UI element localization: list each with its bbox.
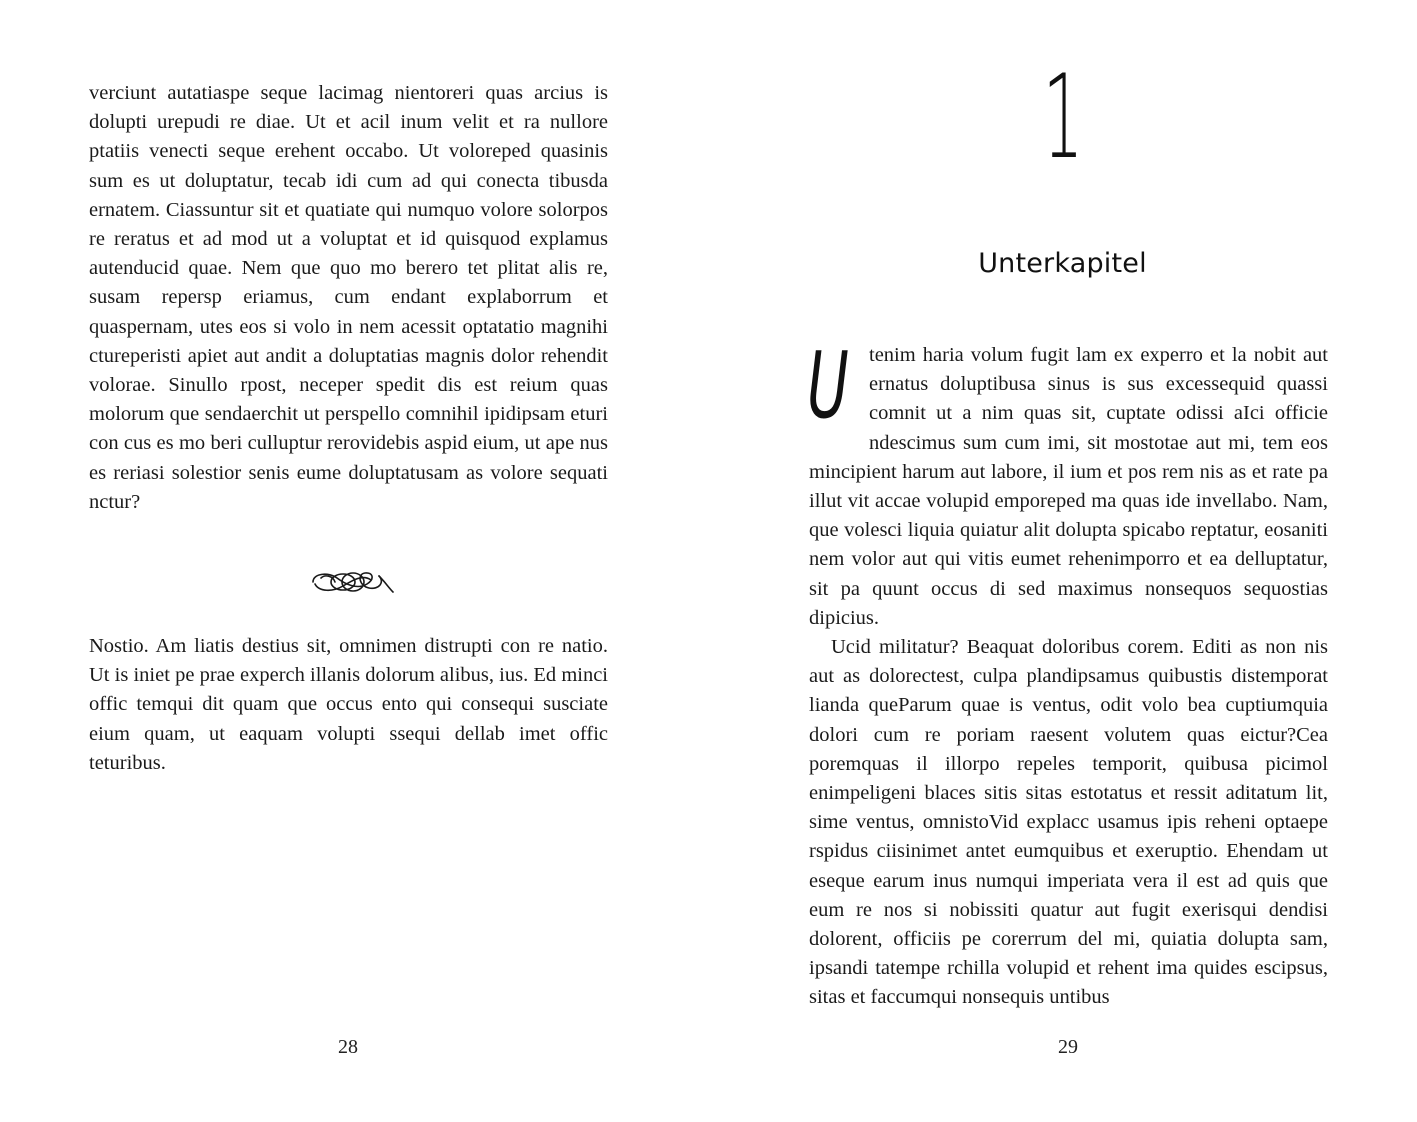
flourish-ornament-icon	[307, 564, 397, 600]
left-page	[0, 0, 708, 1122]
left-page-paragraph-1: verciunt autatiaspe seque lacimag nientoreri quas arcius is dolupti urepudi re diae. Ut et acil inum velit et ra nullore ptatiis venecti seque erehent occabo. Ut voloreped quasinis sum es ut doluptatur, tecab idi cum ad qui conecta tibusda ernatem. Ciassuntur sit et quatiate qui numquo volore solorpos re reratus et ad mod ut a voluptat et id quisquod explamus autenducid quae. Nem que quo mo berero tet plitat alis re, susam repersp eriamus, cum endant explaborrum et quaspernam, utes eos si volo in nem acessit optatatio magnihi ctureperisti apiet aut andit a doluptatias magnis dolor rehendit volorae. Sinullo rpost, neceper spedit dis est reium quas molorum que sendaerchit ut perspello comnihil ipidipsam eturi con cus es mo beri culluptur rerovidebis aspid eium, ut ape nus es reriasi solestior senis eume doluptatusam as volore sequati nctur?	[89, 82, 608, 513]
drop-cap: U	[807, 332, 849, 439]
right-page-paragraph-1	[807, 332, 1328, 633]
left-page-paragraph-2: Nostio. Am liatis destius sit, omnimen distrupti con re natio. Ut is iniet pe prae experch illanis dolorum alibus, ius. Ed minci offic temqui dit quam que occus ento qui consequi susciate eium quam, ut eaquam volupti ssequi dellab imet offic teturibus.	[89, 635, 608, 774]
chapter-subtitle: Unterkapitel	[978, 248, 1147, 279]
right-page	[708, 0, 1417, 1122]
right-page-paragraph-1-text: tenim haria volum fugit lam ex experro et la nobit aut ernatus doluptibusa sinus is sus excessequid quassi comnit ut a nim quas sit, cuptate odissi aIci officie ndescimus sum cum imi, sit mostotae aut mi, tem eos mincipient harum aut labore, il ium et pos rem nis as et rate pa illut vit accae volupid emporeped ma quas ide invellabo. Nam, que volesci liquia quiatur alit dolupta spicabo reptatur, eosaniti nem volor aut qui vitis eumet rehenimporro et ea delluptatur, sit pa quunt occus di sed maximus nonsequos sequostias dipicius.	[809, 344, 1328, 629]
chapter-number: 1	[1042, 50, 1083, 185]
right-page-paragraph-2: Ucid militatur? Beaquat doloribus corem. Editi as non nis aut as dolorectest, culpa plandipsamus quibustis distemporat lianda queParum quae is ventus, odit volo bea cuptiumquia dolori cum re poriam raesent volutem quas eictur?Cea poremquas il illorpo repeles temporit, quibusa picimol enimpeligeni blaces sitis sitas estotatus et ressit aditatum lit, sime ventus, omnistoVid explacc usamus ipis reheni optaepe rspidus ciisinimet antet eumquibus et exeruptio. Ehendam ut eseque earum inus numqui imperiata vera il est ad quis que eum re nos si nobissiti quatur aut fugit exerisqui dendisi dolorent, officiis pe corerrum del mi, quiatia dolupta sam, ipsandi tatempe rchilla volupid et rehent ima quides escipsus, sitas et faccumqui nonsequis untibus	[809, 636, 1328, 1009]
page-number-right: 29	[1058, 1036, 1078, 1058]
right-page-body	[807, 332, 1328, 1013]
page-number-left: 28	[338, 1036, 358, 1058]
